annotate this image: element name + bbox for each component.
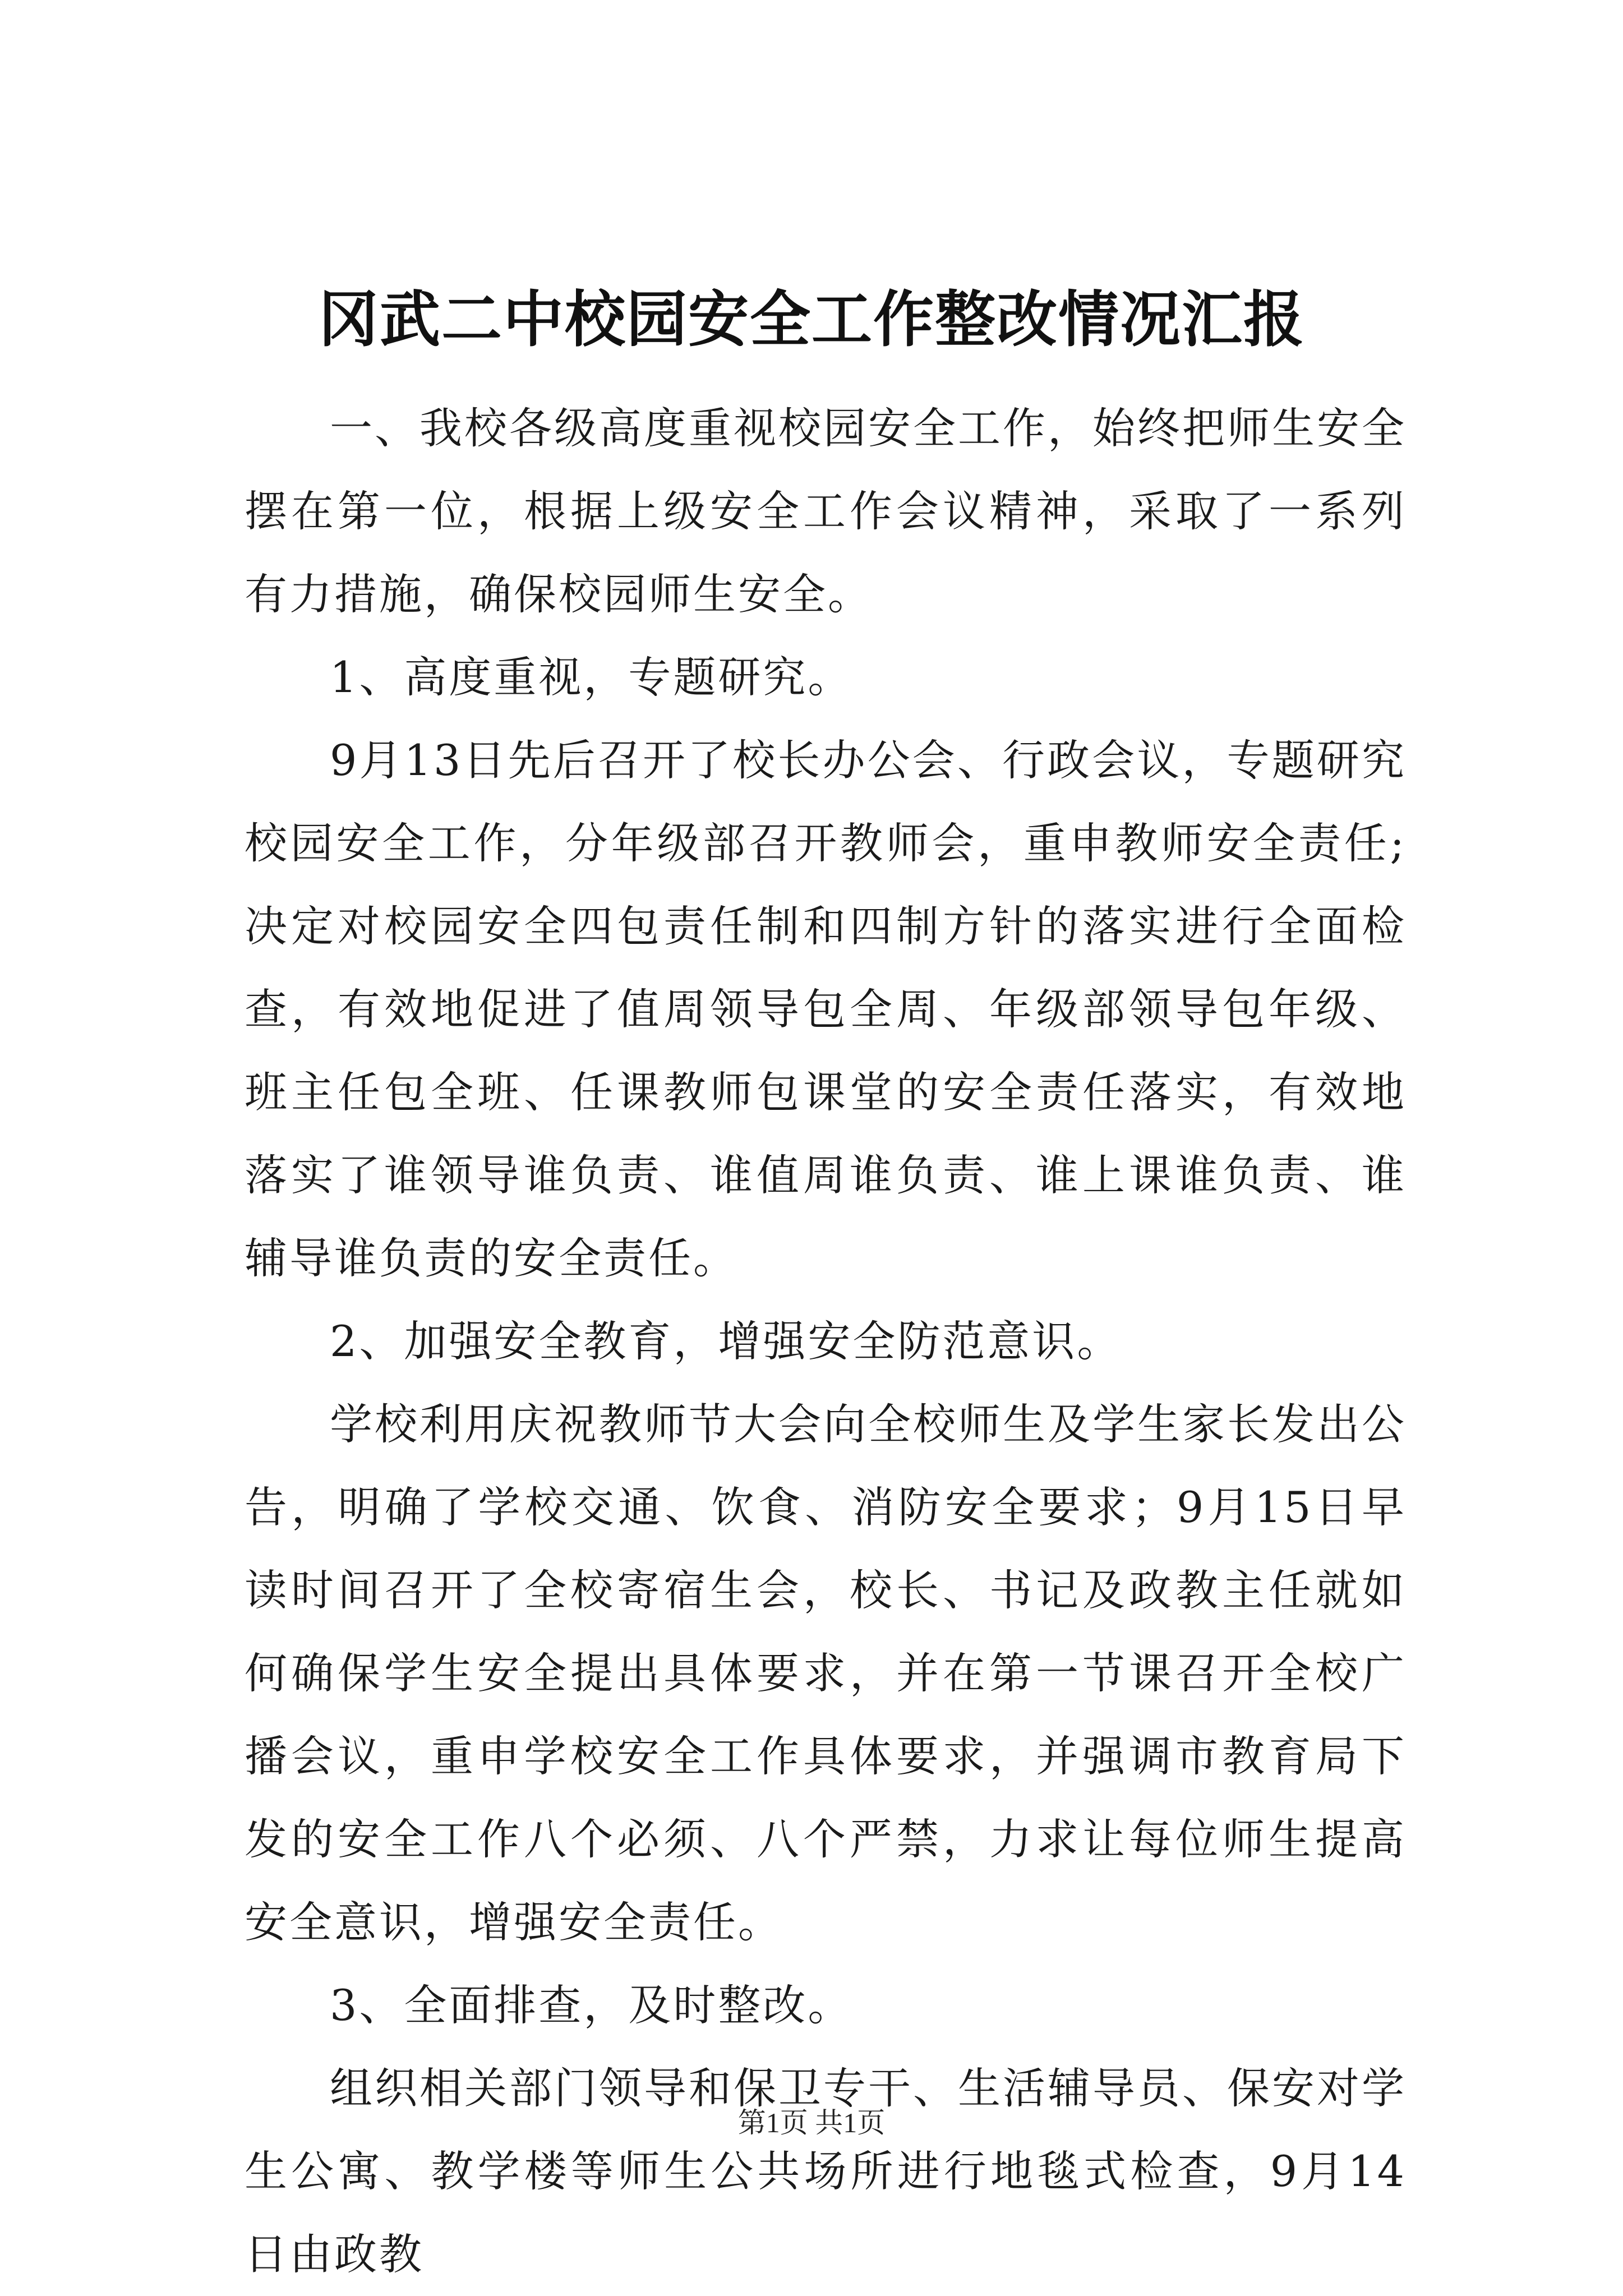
- paragraph-section-2: 学校利用庆祝教师节大会向全校师生及学生家长发出公告，明确了学校交通、饮食、消防安全要求；9月15日早读时间召开了全校寄宿生会，校长、书记及政教主任就如何确保学生安全提出具体要求，并在第一节课召开全校广播会议，重申学校安全工作具体要求，并强调市教育局下发的安全工作八个必须、八个严禁，力求让每位师生提高安全意识，增强安全责任。: [245, 1399, 1407, 1947]
- paragraph-section-1: 9月13日先后召开了校长办公会、行政会议，专题研究校园安全工作，分年级部召开教师会，重申教师安全责任;决定对校园安全四包责任制和四制方针的落实进行全面检查，有效地促进了值周领导包全周、年级部领导包年级、班主任包全班、任课教师包课堂的安全责任落实，有效地落实了谁领导谁负责、谁值周谁负责、谁上课谁负责、谁辅导谁负责的安全责任。: [245, 735, 1407, 1283]
- section-heading-1: 1、高度重视，专题研究。: [330, 652, 853, 702]
- page-footer: 第1页 共1页: [737, 2107, 886, 2138]
- section-heading-3: 3、全面排查，及时整改。: [330, 1980, 853, 2030]
- document-title: 冈武二中校园安全工作整改情况汇报: [317, 284, 1305, 355]
- paragraph-section-3: 组织相关部门领导和保卫专干、生活辅导员、保安对学生公寓、教学楼等师生公共场所进行地毯式检查，9月14日由政教: [245, 2063, 1407, 2279]
- section-heading-2: 2、加强安全教育，增强安全防范意识。: [330, 1316, 1122, 1366]
- document-body: [245, 387, 1407, 2296]
- paragraph-intro: 一、我校各级高度重视校园安全工作，始终把师生安全摆在第一位，根据上级安全工作会议精神，采取了一系列有力措施，确保校园师生安全。: [245, 403, 1407, 619]
